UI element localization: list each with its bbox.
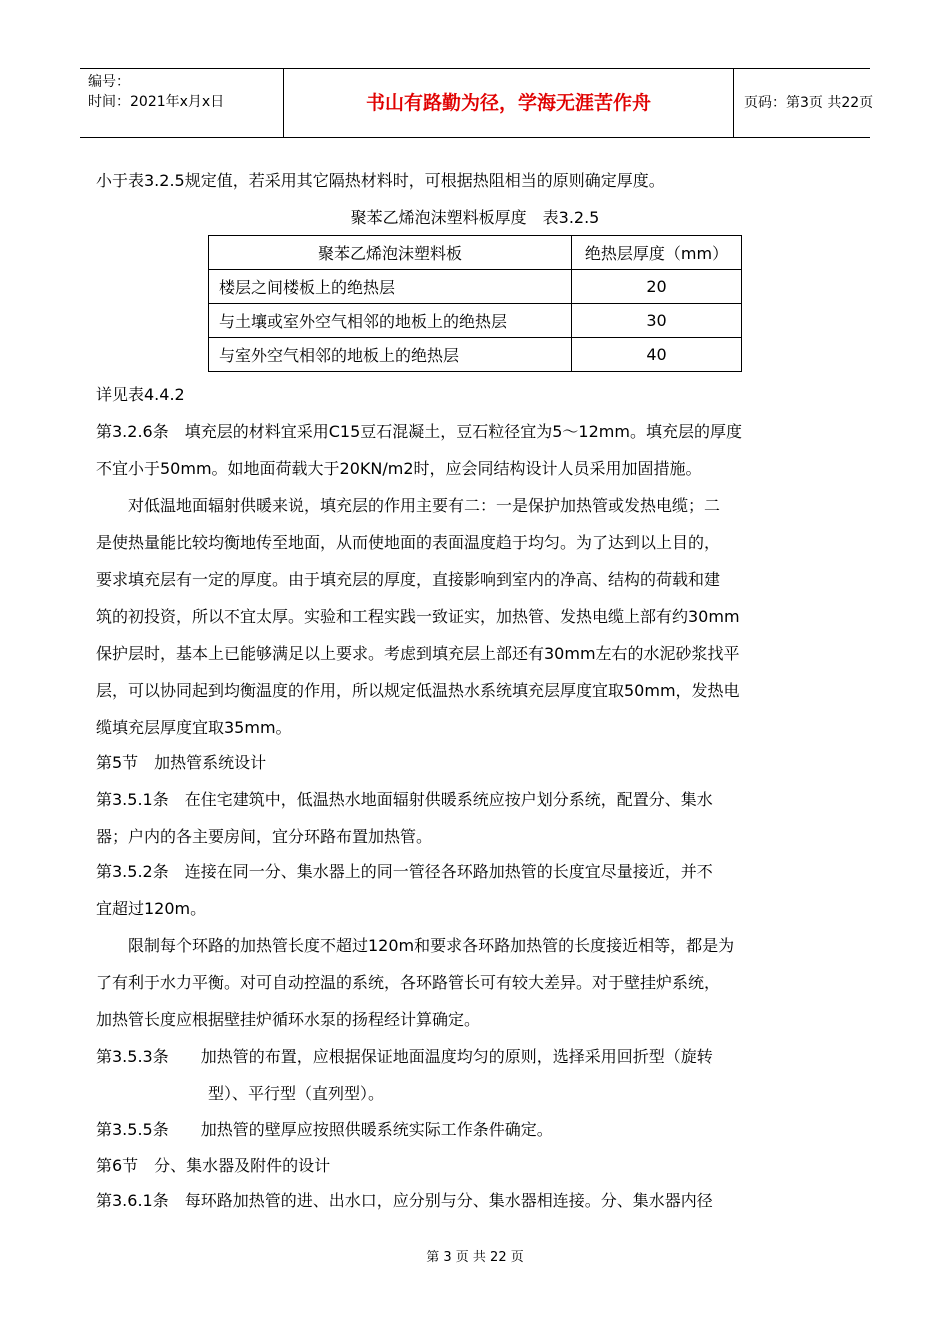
text-line: 宜超过120m。 xyxy=(96,899,207,918)
header-motto: 书山有路勤为径，学海无涯苦作舟 xyxy=(283,69,734,137)
header-number: 编号： xyxy=(88,74,130,90)
text-line: 了有利于水力平衡。对可自动控温的系统，各环路管长可有较大差异。对于壁挂炉系统， xyxy=(96,973,721,992)
table-cell: 与室外空气相邻的地板上的绝热层 xyxy=(209,338,572,372)
text-line: 是使热量能比较均衡地传至地面，从而使地面的表面温度趋于均匀。为了达到以上目的， xyxy=(96,533,721,552)
text-line: 缆填充层厚度宜取35mm。 xyxy=(96,718,292,737)
header-page: 页码：第3页 共22页 xyxy=(744,95,874,111)
page-footer: 第 3 页 共 22 页 xyxy=(426,1250,524,1265)
page-header xyxy=(80,68,874,138)
section-heading: 第6节 分、集水器及附件的设计 xyxy=(96,1156,331,1175)
text-line: 详见表4.4.2 xyxy=(96,385,185,404)
text-line: 保护层时，基本上已能够满足以上要求。考虑到填充层上部还有30mm左右的水泥砂浆找平 xyxy=(96,644,740,663)
text-line: 不宜小于50mm。如地面荷载大于20KN/m2时，应会同结构设计人员采用加固措施。 xyxy=(96,459,702,478)
table-row xyxy=(209,270,742,304)
thickness-table xyxy=(208,235,742,372)
text-line: 第3.5.2条 连接在同一分、集水器上的同一管径各环路加热管的长度宜尽量接近，并不 xyxy=(96,862,713,881)
text-line: 要求填充层有一定的厚度。由于填充层的厚度，直接影响到室内的净高、结构的荷载和建 xyxy=(96,570,721,589)
table-cell: 20 xyxy=(572,270,742,304)
text-line: 型）、平行型（直列型）。 xyxy=(96,1084,385,1103)
table-cell: 楼层之间楼板上的绝热层 xyxy=(209,270,572,304)
table-cell: 与土壤或室外空气相邻的地板上的绝热层 xyxy=(209,304,572,338)
table-header-row xyxy=(209,236,742,270)
text-line: 限制每个环路的加热管长度不超过120m和要求各环路加热管的长度接近相等，都是为 xyxy=(96,936,735,955)
text-line: 筑的初投资，所以不宜太厚。实验和工程实践一致证实，加热管、发热电缆上部有约30mm xyxy=(96,607,740,626)
header-meta xyxy=(80,69,283,137)
text-line: 第3.5.1条 在住宅建筑中，低温热水地面辐射供暖系统应按户划分系统，配置分、集水 xyxy=(96,790,713,809)
table-caption: 聚苯乙烯泡沫塑料板厚度 表3.2.5 xyxy=(350,208,600,227)
header-date: 时间：2021年x月x日 xyxy=(88,94,225,110)
text-line: 器；户内的各主要房间，宜分环路布置加热管。 xyxy=(96,827,433,846)
text-line: 层，可以协同起到均衡温度的作用，所以规定低温热水系统填充层厚度宜取50mm，发热电 xyxy=(96,681,740,700)
table-row xyxy=(209,304,742,338)
table-header-cell: 聚苯乙烯泡沫塑料板 xyxy=(209,236,572,270)
text-line: 对低温地面辐射供暖来说，填充层的作用主要有二：一是保护加热管或发热电缆；二 xyxy=(96,496,721,515)
table-header-cell: 绝热层厚度（mm） xyxy=(572,236,742,270)
text-line: 第3.6.1条 每环路加热管的进、出水口，应分别与分、集水器相连接。分、集水器内径 xyxy=(96,1191,713,1210)
section-heading: 第5节 加热管系统设计 xyxy=(96,753,267,772)
text-line: 第3.2.6条 填充层的材料宜采用C15豆石混凝土，豆石粒径宜为5～12mm。填充层的厚度 xyxy=(96,422,742,441)
text-line: 加热管长度应根据壁挂炉循环水泵的扬程经计算确定。 xyxy=(96,1010,481,1029)
text-line: 第3.5.3条 加热管的布置，应根据保证地面温度均匀的原则，选择采用回折型（旋转 xyxy=(96,1047,713,1066)
table-cell: 30 xyxy=(572,304,742,338)
text-line: 小于表3.2.5规定值，若采用其它隔热材料时，可根据热阻相当的原则确定厚度。 xyxy=(96,171,665,190)
table-row xyxy=(209,338,742,372)
text-line: 第3.5.5条 加热管的壁厚应按照供暖系统实际工作条件确定。 xyxy=(96,1120,553,1139)
table-cell: 40 xyxy=(572,338,742,372)
